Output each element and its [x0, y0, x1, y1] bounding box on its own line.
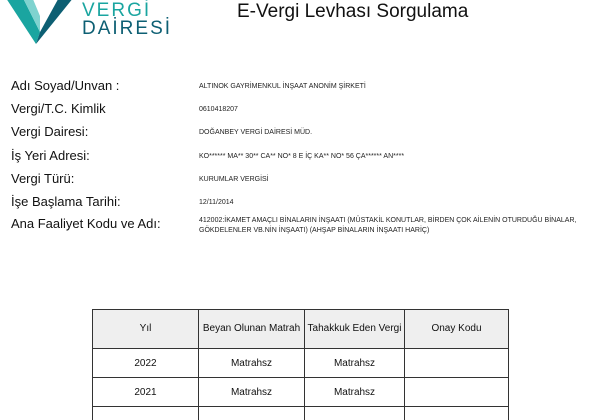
table-cell: Matrahsz	[305, 349, 405, 378]
logo-v-mark-icon	[0, 0, 80, 48]
table-cell: 2022	[93, 349, 199, 378]
table-header: Tahakkuk Eden Vergi	[305, 310, 405, 349]
vergi-dairesi-logo	[0, 0, 173, 50]
page-title: E-Vergi Levhası Sorgulama	[237, 1, 469, 22]
table-cell: Matrahsz	[305, 378, 405, 407]
field-label: İşe Başlama Tarihi:	[11, 194, 121, 209]
field-value: 0610418207	[199, 106, 238, 113]
field-label: Vergi/T.C. Kimlik	[11, 101, 106, 116]
table-cell: Matrahsz	[199, 349, 305, 378]
field-label: İş Yeri Adresi:	[11, 148, 90, 163]
table-cell	[405, 407, 509, 420]
field-label: Adı Soyad/Unvan :	[11, 78, 120, 93]
field-value: ALTINOK GAYRİMENKUL İNŞAAT ANONİM ŞİRKETİ	[199, 83, 366, 90]
table-header-row	[93, 310, 509, 349]
table-header: Beyan Olunan Matrah	[199, 310, 305, 349]
logo-text-dairesi: DAİRESİ	[82, 18, 173, 39]
table-cell: 2021	[93, 378, 199, 407]
field-label: Vergi Türü:	[11, 171, 75, 186]
table-row	[93, 378, 509, 407]
table-row	[93, 349, 509, 378]
table-cell: Matrahsz	[199, 378, 305, 407]
table-row	[93, 407, 509, 420]
table-cell	[305, 407, 405, 420]
table-cell	[405, 349, 509, 378]
table-header: Onay Kodu	[405, 310, 509, 349]
table-cell	[405, 378, 509, 407]
field-label: Ana Faaliyet Kodu ve Adı:	[11, 216, 161, 231]
logo-text-vergi: VERGİ	[82, 0, 152, 21]
table-cell	[93, 407, 199, 420]
field-label: Vergi Dairesi:	[11, 124, 89, 139]
field-value: 12/11/2014	[199, 199, 234, 206]
tax-table	[92, 309, 509, 420]
table-cell	[199, 407, 305, 420]
field-value: 412002:İKAMET AMAÇLI BİNALARIN İNŞAATI (MÜSTAKİL KONUTLAR, BİRDEN ÇOK AİLENİN OTURDUĞU BİNALAR, GÖKDELENLER VB.NİN İNŞAATI) (AHŞAP BİNALARIN İNŞAATI HARİÇ)	[199, 217, 577, 234]
table-header: Yıl	[93, 310, 199, 349]
field-value: DOĞANBEY VERGİ DAİRESİ MÜD.	[199, 129, 313, 136]
field-value: KO****** MA** 30** CA** NO* 8 E İÇ KA** NO* 56 ÇA****** AN****	[199, 153, 405, 160]
field-value: KURUMLAR VERGİSİ	[199, 176, 269, 183]
